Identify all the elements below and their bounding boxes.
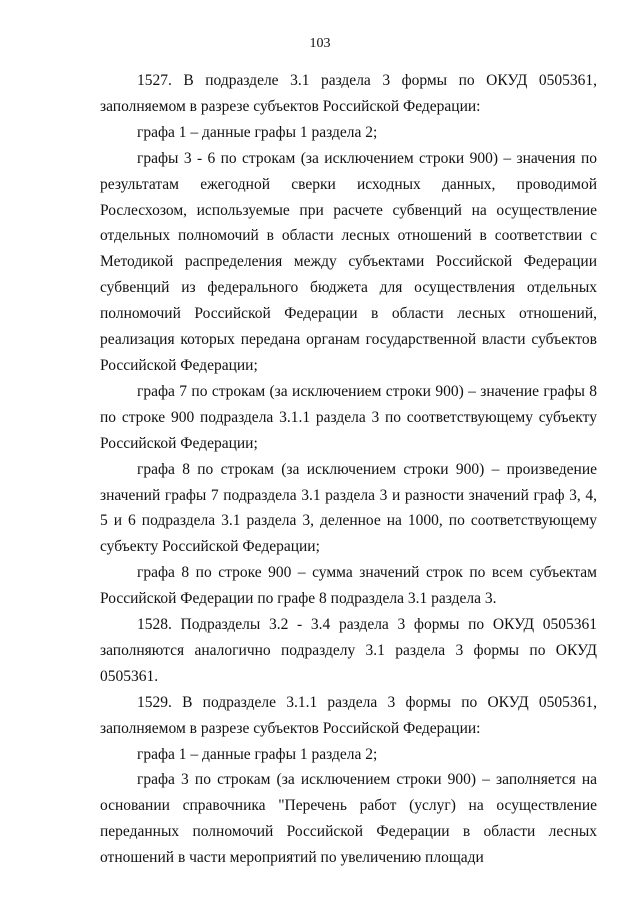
paragraph-column-8-rows: графа 8 по строкам (за исключением строки 900) – произведение значений графы 7 подраздела 3.1 раздела 3 и разности значений граф 3, 4, 5 и 6 подраздела 3.1 раздела 3, деленное на 1000, по соответствующему субъекту Российской Федерации; [100,460,597,556]
paragraph-1529-intro: 1529. В подразделе 3.1.1 раздела 3 формы по ОКУД 0505361, заполняемом в разрезе субъектов Российской Федерации: [100,693,597,737]
paragraph-1528: 1528. Подразделы 3.2 - 3.4 раздела 3 формы по ОКУД 0505361 заполняются аналогично подразделу 3.1 раздела 3 формы по ОКУД 0505361. [100,616,597,685]
paragraph-1527-intro: 1527. В подразделе 3.1 раздела 3 формы по ОКУД 0505361, заполняемом в разрезе субъектов Российской Федерации: [100,72,597,115]
paragraph-column-1: графа 1 – данные графы 1 раздела 2; [137,123,378,141]
paragraph-1529-column-3: графа 3 по строкам (за исключением строки 900) – заполняется на основании справочника "Перечень работ (услуг) на осуществление переданных полномочий Российской Федерации в области лесных отношений в части мероприятий по увеличению площади [100,771,597,867]
document-body [100,68,597,871]
paragraph-columns-3-6: графы 3 - 6 по строкам (за исключением строки 900) – значения по результатам ежегодной сверки исходных данных, проводимой Рослесхозом, используемые при расчете субвенций на осуществление отдельных полномочий в области лесных отношений в соответствии с Методикой распределения между субъектами Российской Федерации субвенций из федерального бюджета для осуществления отдельных полномочий Российской Федерации в области лесных отношений, реализация которых передана органам государственной власти субъектов Российской Федерации; [100,149,597,374]
page-number: 103 [309,36,331,51]
paragraph-1529-column-1: графа 1 – данные графы 1 раздела 2; [137,745,378,763]
paragraph-column-7: графа 7 по строкам (за исключением строки 900) – значение графы 8 по строке 900 подраздела 3.1.1 раздела 3 по соответствующему субъекту Российской Федерации; [100,382,597,452]
paragraph-column-8-row-900: графа 8 по строке 900 – сумма значений строк по всем субъектам Российской Федерации по графе 8 подраздела 3.1 раздела 3. [100,564,597,608]
